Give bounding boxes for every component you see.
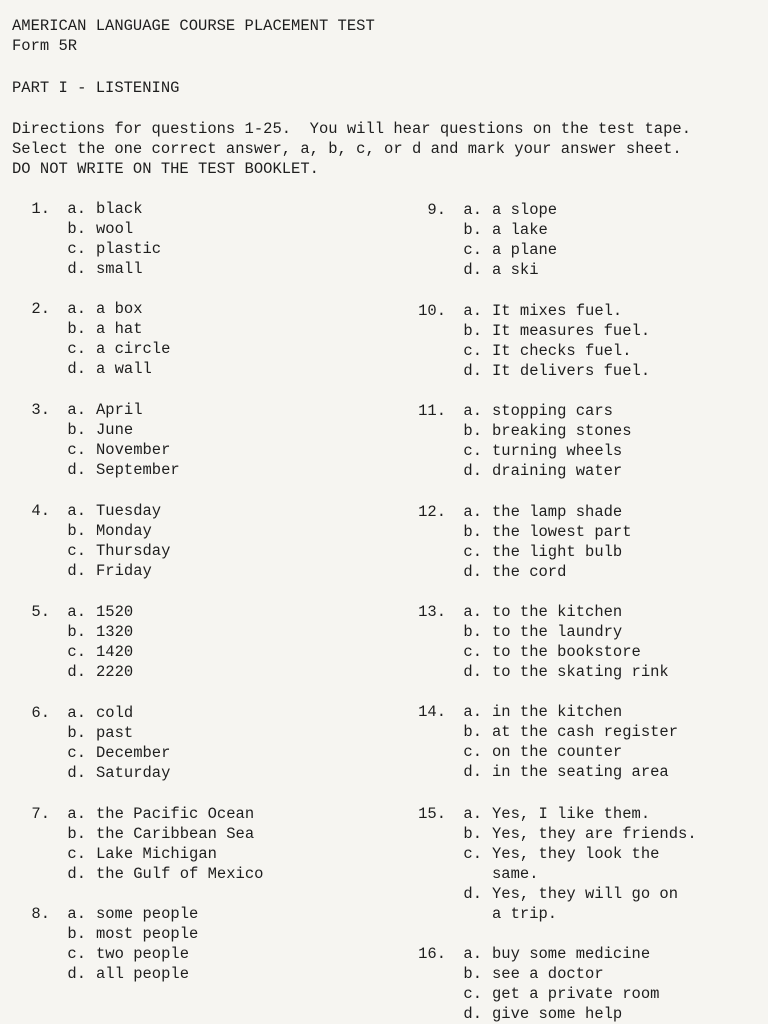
answer-option <box>456 642 768 662</box>
option-text: Yes, they will go on <box>492 885 679 903</box>
option-text: see a doctor <box>492 965 604 983</box>
option-letter: b. <box>67 320 86 338</box>
option-text: December <box>96 744 171 762</box>
option-text: to the kitchen <box>492 603 623 621</box>
option-text: at the cash register <box>492 723 679 741</box>
answer-option <box>60 541 420 561</box>
option-text: a slope <box>492 201 558 219</box>
question-number: 1. <box>31 200 50 218</box>
test-title: AMERICAN LANGUAGE COURSE PLACEMENT TEST <box>12 17 375 35</box>
question-number: 11. <box>418 402 446 420</box>
answer-option <box>31 804 420 824</box>
answer-option <box>60 521 420 541</box>
option-letter: c. <box>67 240 86 258</box>
option-letter: b. <box>463 965 482 983</box>
answer-option <box>60 339 420 359</box>
question-number: 10. <box>418 302 446 320</box>
answer-option <box>418 401 768 421</box>
option-letter: a. <box>463 402 482 420</box>
option-letter: d. <box>67 764 86 782</box>
answer-option <box>60 743 420 763</box>
option-text: the cord <box>492 563 567 581</box>
option-text: on the counter <box>492 743 623 761</box>
option-text: give some help <box>492 1005 623 1023</box>
directions-line-2: Select the one correct answer, a, b, c, or d and mark your answer sheet. <box>12 140 682 158</box>
answer-option <box>31 501 420 521</box>
answer-option <box>31 602 420 622</box>
option-letter: c. <box>463 643 482 661</box>
option-text: turning wheels <box>492 442 623 460</box>
option-text: in the seating area <box>492 763 669 781</box>
option-text: Friday <box>96 562 152 580</box>
option-letter: d. <box>67 260 86 278</box>
option-text: a ski <box>492 261 539 279</box>
option-letter: c. <box>463 743 482 761</box>
option-text: breaking stones <box>492 422 632 440</box>
option-text: It checks fuel. <box>492 342 632 360</box>
option-text: the Gulf of Mexico <box>96 865 264 883</box>
option-letter: b. <box>463 723 482 741</box>
question-3 <box>31 400 420 480</box>
option-text: to the laundry <box>492 623 623 641</box>
answer-option <box>418 702 768 722</box>
part-heading: PART I - LISTENING <box>12 79 180 97</box>
option-text: Lake Michigan <box>96 845 217 863</box>
answer-option <box>60 964 420 984</box>
answer-option <box>60 864 420 884</box>
option-text: 2220 <box>96 663 134 681</box>
option-letter: a. <box>463 503 482 521</box>
option-text: Yes, they are friends. <box>492 825 697 843</box>
option-letter: b. <box>463 221 482 239</box>
question-number: 13. <box>418 603 446 621</box>
answer-option <box>456 260 768 280</box>
answer-option <box>456 964 768 984</box>
option-text: to the bookstore <box>492 643 641 661</box>
question-number: 15. <box>418 805 446 823</box>
option-text: stopping cars <box>492 402 613 420</box>
answer-option <box>31 299 420 319</box>
option-text: a wall <box>96 360 152 378</box>
question-13 <box>418 602 768 682</box>
option-letter: b. <box>67 825 86 843</box>
option-text: small <box>96 260 143 278</box>
answer-option <box>60 723 420 743</box>
answer-option <box>60 844 420 864</box>
answer-option <box>456 441 768 461</box>
option-letter: b. <box>67 724 86 742</box>
option-text: a hat <box>96 320 143 338</box>
option-letter: a. <box>463 703 482 721</box>
answer-option <box>60 239 420 259</box>
answer-option <box>456 1004 768 1024</box>
option-letter: b. <box>463 623 482 641</box>
option-text: some people <box>96 905 199 923</box>
question-8 <box>31 904 420 984</box>
option-text: It mixes fuel. <box>492 302 623 320</box>
question-4 <box>31 501 420 581</box>
option-letter: b. <box>67 220 86 238</box>
question-number: 2. <box>31 300 50 318</box>
option-text: a lake <box>492 221 548 239</box>
option-letter: c. <box>463 845 482 863</box>
option-text: the lamp shade <box>492 503 623 521</box>
option-text: the lowest part <box>492 523 632 541</box>
answer-option <box>456 662 768 682</box>
option-letter: c. <box>67 744 86 762</box>
option-letter: d. <box>463 362 482 380</box>
answer-option <box>60 944 420 964</box>
option-letter: c. <box>463 342 482 360</box>
option-text: cold <box>96 704 134 722</box>
option-letter: c. <box>463 241 482 259</box>
answer-option <box>456 742 768 762</box>
option-text: September <box>96 461 180 479</box>
option-letter: a. <box>67 704 86 722</box>
question-6 <box>31 703 420 783</box>
option-text: plastic <box>96 240 162 258</box>
option-text: wool <box>96 220 134 238</box>
option-letter: a. <box>67 401 86 419</box>
option-letter: a. <box>463 302 482 320</box>
question-5 <box>31 602 420 682</box>
answer-option <box>418 944 768 964</box>
option-text: get a private room <box>492 985 660 1003</box>
option-text: Yes, I like them. <box>492 805 651 823</box>
question-number: 16. <box>418 945 446 963</box>
option-letter: a. <box>463 805 482 823</box>
answer-option <box>456 622 768 642</box>
answer-option <box>418 301 768 321</box>
option-letter: c. <box>463 985 482 1003</box>
answer-option <box>60 642 420 662</box>
answer-option <box>60 420 420 440</box>
answer-option <box>60 763 420 783</box>
answer-option <box>456 722 768 742</box>
option-letter: c. <box>67 945 86 963</box>
question-12 <box>418 502 768 582</box>
question-number: 5. <box>31 603 50 621</box>
option-text: Tuesday <box>96 502 162 520</box>
option-text: past <box>96 724 134 742</box>
option-text: Thursday <box>96 542 171 560</box>
answer-option <box>31 904 420 924</box>
option-letter: c. <box>67 845 86 863</box>
option-text: 1320 <box>96 623 134 641</box>
question-number: 6. <box>31 704 50 722</box>
option-text: the Caribbean Sea <box>96 825 255 843</box>
option-text: buy some medicine <box>492 945 651 963</box>
answer-option <box>60 259 420 279</box>
question-15 <box>418 804 768 924</box>
answer-option <box>456 321 768 341</box>
question-7 <box>31 804 420 884</box>
option-letter: d. <box>67 461 86 479</box>
option-text: in the kitchen <box>492 703 623 721</box>
answer-option <box>456 824 768 844</box>
answer-option <box>456 220 768 240</box>
option-letter: b. <box>67 421 86 439</box>
option-text: the light bulb <box>492 543 623 561</box>
question-1 <box>31 199 420 279</box>
answer-option <box>456 240 768 260</box>
answer-option <box>456 361 768 381</box>
option-text: Yes, they look the <box>492 845 660 863</box>
option-text: all people <box>96 965 190 983</box>
option-letter: d. <box>67 965 86 983</box>
answer-option <box>456 562 768 582</box>
option-letter: d. <box>463 663 482 681</box>
answer-option <box>60 924 420 944</box>
question-16 <box>418 944 768 1024</box>
answer-option <box>456 762 768 782</box>
option-text: two people <box>96 945 190 963</box>
question-14 <box>418 702 768 782</box>
option-letter: a. <box>67 603 86 621</box>
answer-option <box>60 319 420 339</box>
answer-option <box>456 542 768 562</box>
option-text: June <box>96 421 134 439</box>
answer-option <box>60 622 420 642</box>
option-letter: c. <box>67 643 86 661</box>
option-text: November <box>96 441 171 459</box>
option-letter: d. <box>67 663 86 681</box>
option-letter: a. <box>67 502 86 520</box>
option-letter: c. <box>67 542 86 560</box>
question-number: 4. <box>31 502 50 520</box>
option-letter: b. <box>463 322 482 340</box>
answer-option <box>418 804 768 824</box>
option-letter: a. <box>67 905 86 923</box>
option-text: April <box>96 401 143 419</box>
answer-option <box>418 502 768 522</box>
option-letter: b. <box>463 422 482 440</box>
answer-option <box>456 884 768 904</box>
answer-option <box>456 984 768 1004</box>
option-letter: d. <box>463 763 482 781</box>
option-text: 1520 <box>96 603 134 621</box>
question-number: 9. <box>427 201 446 219</box>
option-text: Monday <box>96 522 152 540</box>
option-text: a circle <box>96 340 171 358</box>
answer-option <box>456 341 768 361</box>
option-letter: c. <box>463 442 482 460</box>
option-letter: d. <box>67 562 86 580</box>
option-letter: c. <box>67 441 86 459</box>
question-number: 8. <box>31 905 50 923</box>
answer-option <box>456 522 768 542</box>
option-letter: a. <box>67 805 86 823</box>
directions-line-1: Directions for questions 1-25. You will hear questions on the test tape. <box>12 120 692 138</box>
answer-option <box>60 460 420 480</box>
option-text: a box <box>96 300 143 318</box>
answer-option <box>31 703 420 723</box>
question-10 <box>418 301 768 381</box>
option-letter: a. <box>67 200 86 218</box>
answer-option <box>427 200 768 220</box>
option-text: It delivers fuel. <box>492 362 651 380</box>
option-letter: b. <box>67 623 86 641</box>
answer-option <box>456 461 768 481</box>
option-letter: d. <box>463 885 482 903</box>
answer-option <box>60 824 420 844</box>
option-text: Saturday <box>96 764 171 782</box>
answer-option <box>60 219 420 239</box>
option-text: 1420 <box>96 643 134 661</box>
question-number: 3. <box>31 401 50 419</box>
option-letter: d. <box>463 261 482 279</box>
answer-option <box>60 561 420 581</box>
option-letter: a. <box>463 201 482 219</box>
option-letter: d. <box>67 360 86 378</box>
question-11 <box>418 401 768 481</box>
option-letter: d. <box>67 865 86 883</box>
answer-option <box>418 602 768 622</box>
option-text: draining water <box>492 462 623 480</box>
option-letter: b. <box>463 825 482 843</box>
option-letter: c. <box>463 543 482 561</box>
option-letter: a. <box>463 603 482 621</box>
answer-option <box>31 199 420 219</box>
option-text-continued: a trip. <box>492 905 558 923</box>
option-letter: b. <box>67 925 86 943</box>
option-text: the Pacific Ocean <box>96 805 255 823</box>
directions-line-3: DO NOT WRITE ON THE TEST BOOKLET. <box>12 160 319 178</box>
option-letter: b. <box>67 522 86 540</box>
answer-option <box>31 400 420 420</box>
answer-option <box>60 359 420 379</box>
question-2 <box>31 299 420 379</box>
option-letter: d. <box>463 462 482 480</box>
question-number: 12. <box>418 503 446 521</box>
form-label: Form 5R <box>12 37 78 55</box>
question-number: 14. <box>418 703 446 721</box>
question-number: 7. <box>31 805 50 823</box>
option-text: It measures fuel. <box>492 322 651 340</box>
option-text: a plane <box>492 241 558 259</box>
option-letter: a. <box>463 945 482 963</box>
answer-option <box>456 421 768 441</box>
option-letter: b. <box>463 523 482 541</box>
option-text: most people <box>96 925 199 943</box>
question-9 <box>427 200 768 280</box>
option-letter: d. <box>463 1005 482 1023</box>
option-text-continued: same. <box>492 865 539 883</box>
option-letter: a. <box>67 300 86 318</box>
answer-option <box>60 440 420 460</box>
answer-option <box>60 662 420 682</box>
option-text: black <box>96 200 143 218</box>
answer-option <box>456 844 768 864</box>
option-text: to the skating rink <box>492 663 669 681</box>
option-letter: c. <box>67 340 86 358</box>
option-letter: d. <box>463 563 482 581</box>
